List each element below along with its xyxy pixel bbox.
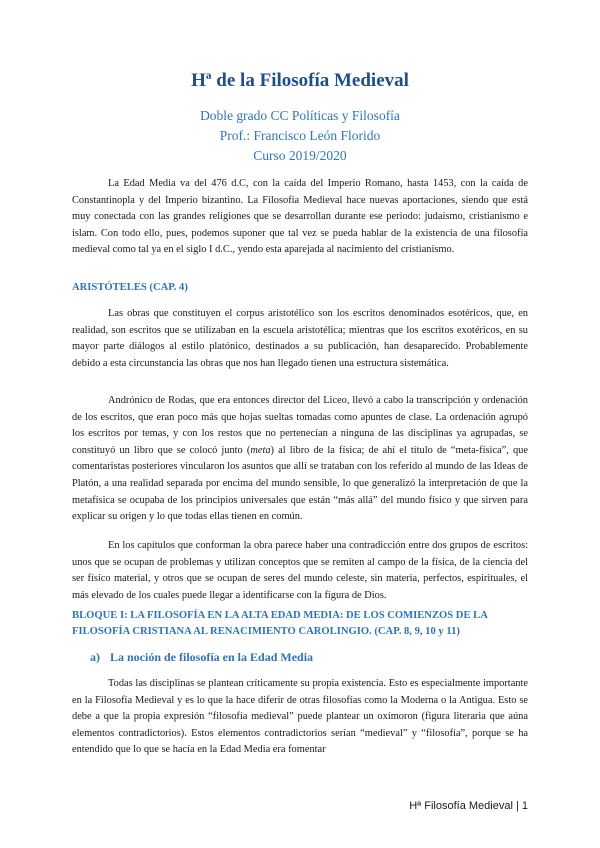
p2-text-before: Andrónico de Rodas, que era entonces director del Liceo, llevó a cabo la transcripción y ordenación de los escritos, que eran poco más que hojas sueltas tomadas como apuntes de clase. La ordenación agrupó los escritos por temas, y con los restos que no pertenecían a ninguna de las disciplinas ya agrupadas, se constituyó un libro que se colocó junto ( [72, 395, 528, 456]
subtitle-degree: Doble grado CC Políticas y Filosofía [200, 108, 400, 123]
section-heading-aristoteles: ARISTÓTELES (CAP. 4) [72, 282, 188, 293]
bloque-1-paragraph-1: Todas las disciplinas se plantean críticamente su propia existencia. Esto es especialmente importante en la Filosofía Medieval y es lo que la hace diferir de otras filosofías como la Moderna o la Antigua. Esto se debe a que la propia expresión “filosofía medieval” puede plantear un oxímoron (figura literaria que aúna elementos contradictorios). Estos elementos contradictorios serían “medieval” y “filosofía”, porque se ha entendido que lo que se hacía en la Edad Media era fomentar [72, 678, 528, 756]
aristoteles-paragraph-1: Las obras que constituyen el corpus aristotélico son los escritos denominados esotéricos, que, en realidad, son escritos que se utilizaban en la escuela aristotélica; mientras que los escritos exotéricos, en su mayor parte diálogos al estilo platónico, destinados a su publicación, han desaparecido. Probablemente debido a esta circunstancia las obras que nos han llegado tienen una estructura sistemática. [72, 308, 528, 369]
p2-italic-meta: meta [250, 444, 271, 456]
document-title: Hª de la Filosofía Medieval [191, 70, 409, 91]
section-heading-bloque-1: BLOQUE I: LA FILOSOFÍA EN LA ALTA EDAD MEDIA: DE LOS COMIENZOS DE LA FILOSOFÍA CRISTIANA AL RENACIMIENTO CAROLINGIO. (CAP. 8, 9, 10 y 11) [72, 610, 488, 637]
subsection-number: a) [90, 650, 100, 664]
intro-paragraph: La Edad Media va del 476 d.C, con la caída del Imperio Romano, hasta 1453, con la caída de Constantinopla y del Imperio bizantino. La Filosofía Medieval hace nuevas aportaciones, siendo que está muy conectada con las grandes religiones que se desarrollan durante ese periodo: judaísmo, cristianismo e islam. Con todo ello, pues, podemos suponer que tal vez se pueda hablar de la existencia de una filosofía medieval como tal ya en el siglo I d.C., yendo esta aparejada al nacimiento del cristianismo. [72, 178, 528, 256]
aristoteles-paragraph-2 [72, 393, 528, 526]
subtitle-course-year: Curso 2019/2020 [253, 148, 347, 163]
page-footer: Hª Filosofía Medieval | 1 [409, 800, 528, 812]
p2-text-after: ) al libro de la física; de ahí el título de “meta-física”, que comentaristas posteriores vincularon los asuntos que allí se trataban con los referido al mundo de las Ideas de Platón, a una realidad separada por encima del mundo sensible, lo que generalizó la interpretación de que la metafísica se ocupaba de los principios universales que están “más allá” del mundo físico y que sirven para explicar su origen y lo que todas ellas tienen en común. [72, 444, 528, 523]
subtitle-professor: Prof.: Francisco León Florido [219, 128, 381, 143]
subsection-heading-a [90, 650, 520, 665]
subsection-title: La noción de filosofía en la Edad Media [110, 650, 314, 664]
aristoteles-paragraph-3: En los capítulos que conforman la obra parece haber una contradicción entre dos grupos de escritos: unos que se ocupan de problemas y utilizan conceptos que se remiten al campo de la física, de la ciencia del ser físico material, y otros que se ocupan de seres del mundo celeste, sin materia, perfectos, espirituales, el más elevado de los cuales puede llegar a identificarse con la figura de Dios. [72, 540, 528, 601]
